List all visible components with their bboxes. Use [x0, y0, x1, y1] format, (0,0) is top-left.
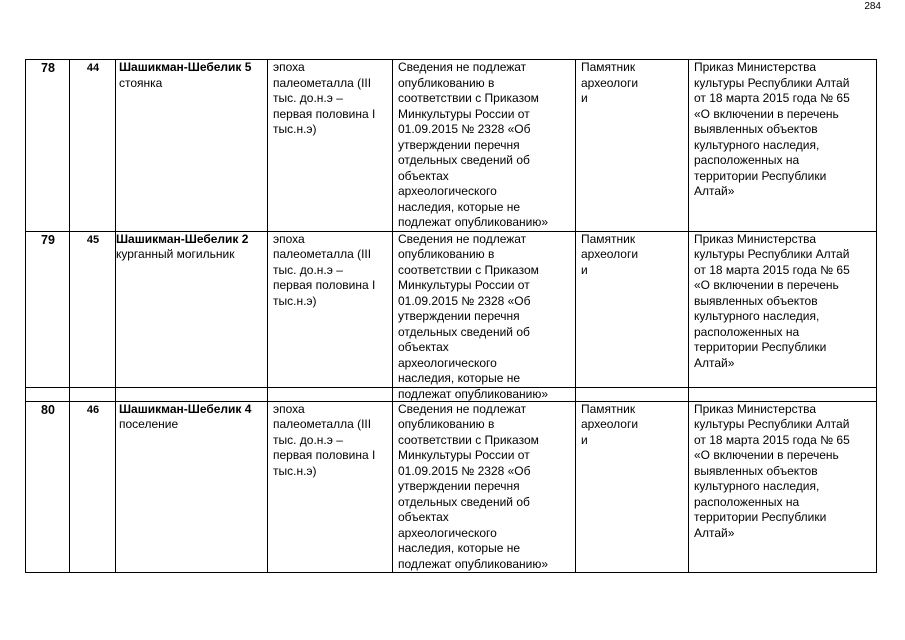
object-kind: поселение	[119, 417, 179, 431]
heritage-objects-table	[25, 59, 877, 573]
table-row	[26, 60, 877, 232]
dating-cell: эпоха палеометалла (III тыс. до.н.э – первая половина I тыс.н.э)	[268, 60, 393, 232]
row-number: 80	[26, 401, 70, 573]
empty-cell	[689, 387, 877, 401]
location-info-cell: Сведения не подлежат опубликованию в соответствии с Приказом Минкультуры России от 01.09.2015 № 2328 «Об утверждении перечня отдельных сведений об объектах археологического наследия, которые не подлежат опубликованию»	[393, 60, 576, 232]
object-number: 46	[70, 401, 116, 573]
object-name-cell	[116, 401, 268, 573]
row-number: 79	[26, 231, 70, 387]
object-name: Шашикман-Шебелик 5	[119, 60, 252, 74]
table-row	[26, 401, 877, 573]
object-type-cell: Памятник археологи и	[576, 231, 689, 387]
legal-document-cell: Приказ Министерства культуры Республики Алтай от 18 марта 2015 года № 65 «О включении в перечень выявленных объектов культурного наследия, расположенных на территории Республики Алтай»	[689, 231, 877, 387]
empty-cell	[70, 387, 116, 401]
object-name: Шашикман-Шебелик 2	[116, 231, 249, 246]
object-kind: курганный могильник	[116, 247, 235, 261]
legal-document-cell: Приказ Министерства культуры Республики Алтай от 18 марта 2015 года № 65 «О включении в перечень выявленных объектов культурного наследия, расположенных на территории Республики Алтай»	[689, 60, 877, 232]
empty-cell	[116, 387, 268, 401]
empty-cell	[26, 387, 70, 401]
object-type-cell: Памятник археологи и	[576, 60, 689, 232]
location-info-cell: Сведения не подлежат опубликованию в соответствии с Приказом Минкультуры России от 01.09.2015 № 2328 «Об утверждении перечня отдельных сведений об объектах археологического наследия, которые не подлежат опубликованию»	[393, 401, 576, 573]
table-row	[26, 387, 877, 401]
empty-cell	[576, 387, 689, 401]
object-kind: стоянка	[119, 75, 163, 90]
legal-document-cell: Приказ Министерства культуры Республики Алтай от 18 марта 2015 года № 65 «О включении в перечень выявленных объектов культурного наследия, расположенных на территории Республики Алтай»	[689, 401, 877, 573]
object-name-cell	[116, 231, 268, 387]
dating-cell: эпоха палеометалла (III тыс. до.н.э – первая половина I тыс.н.э)	[268, 401, 393, 573]
object-number: 45	[70, 231, 116, 387]
object-name: Шашикман-Шебелик 4	[119, 401, 252, 416]
table-row	[26, 231, 877, 387]
object-name-cell	[116, 60, 268, 232]
location-info-cell: подлежат опубликованию»	[393, 387, 576, 401]
empty-cell	[268, 387, 393, 401]
object-type-cell: Памятник археологи и	[576, 401, 689, 573]
row-number: 78	[26, 60, 70, 232]
object-number: 44	[70, 60, 116, 232]
page-number: 284	[864, 1, 881, 12]
dating-cell: эпоха палеометалла (III тыс. до.н.э – первая половина I тыс.н.э)	[268, 231, 393, 387]
location-info-cell: Сведения не подлежат опубликованию в соответствии с Приказом Минкультуры России от 01.09.2015 № 2328 «Об утверждении перечня отдельных сведений об объектах археологического наследия, которые не	[393, 231, 576, 387]
